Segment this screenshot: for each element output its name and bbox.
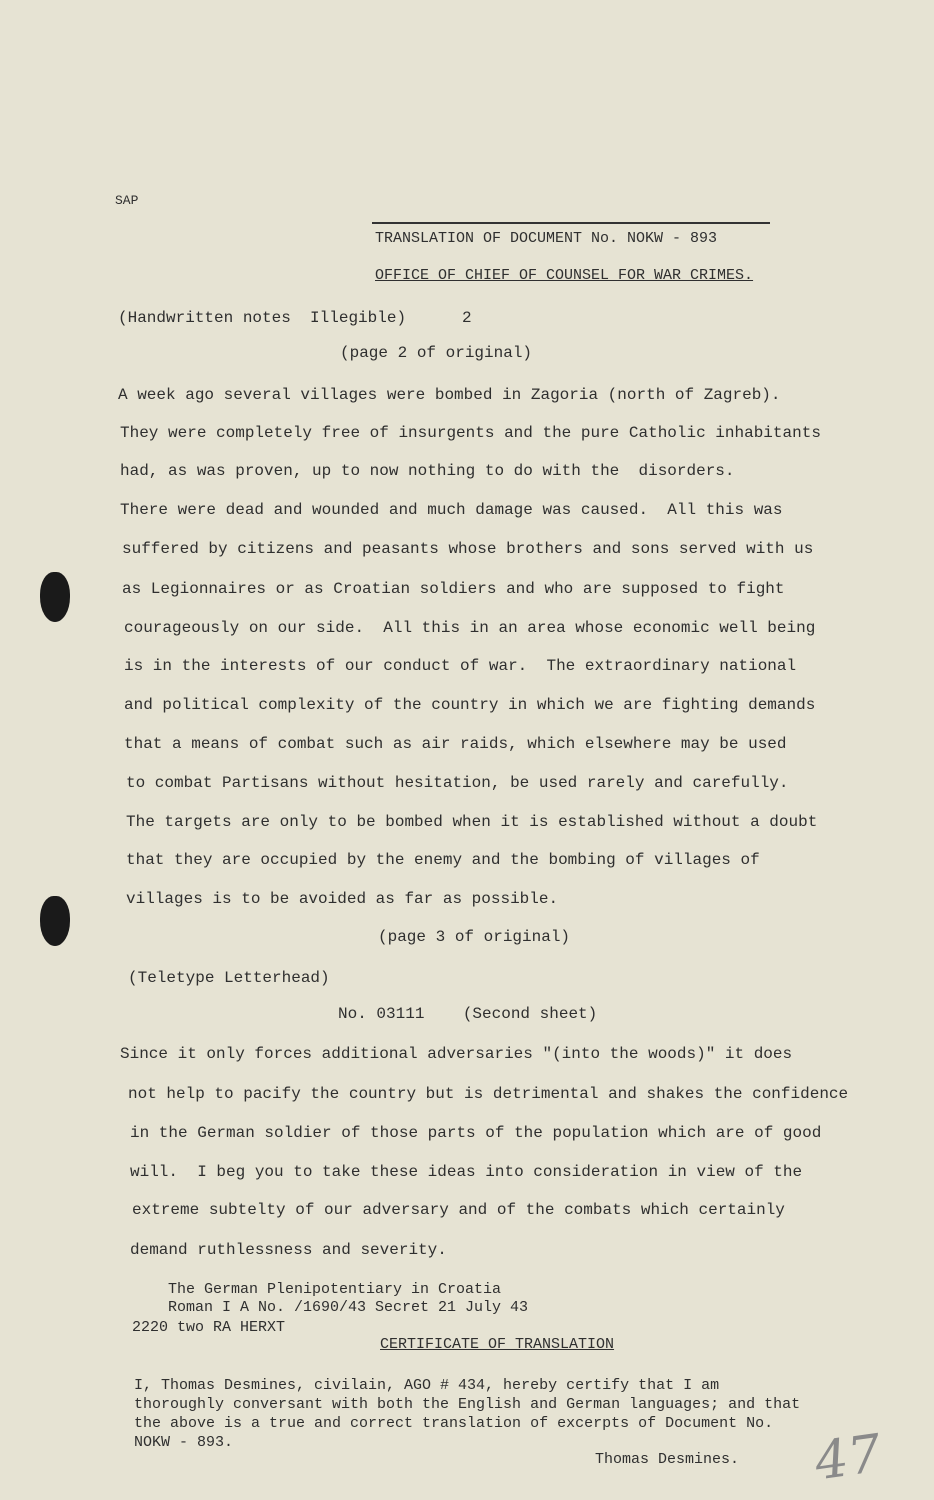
page-number: 2 — [462, 309, 472, 327]
initials: SAP — [115, 193, 139, 208]
translator-signature: Thomas Desmines. — [595, 1451, 740, 1468]
certificate-title: CERTIFICATE OF TRANSLATION — [380, 1336, 615, 1353]
body-line: is in the interests of our conduct of war. The extraordinary national — [124, 657, 797, 675]
punch-hole — [40, 896, 70, 946]
body-line: that a means of combat such as air raids, which elsewhere may be used — [124, 735, 787, 753]
header-rule — [372, 222, 770, 224]
body-line: A week ago several villages were bombed in Zagoria (north of Zagreb). — [118, 386, 781, 404]
signature-line: Roman I A No. /1690/43 Secret 21 July 43 — [168, 1299, 529, 1316]
body-line: as Legionnaires or as Croatian soldiers and who are supposed to fight — [122, 580, 785, 598]
page-marker: (page 2 of original) — [340, 344, 533, 362]
certificate-line: NOKW - 893. — [134, 1434, 234, 1451]
body-line: that they are occupied by the enemy and the bombing of villages of — [126, 851, 760, 869]
body-line: courageously on our side. All this in an area whose economic well being — [124, 619, 816, 637]
body-line: to combat Partisans without hesitation, be used rarely and carefully. — [126, 774, 789, 792]
document-title: TRANSLATION OF DOCUMENT No. NOKW - 893 — [375, 230, 718, 247]
certificate-line: thoroughly conversant with both the English and German languages; and that — [134, 1396, 801, 1413]
body-line: extreme subtelty of our adversary and of the combats which certainly — [132, 1201, 785, 1219]
signature-line: The German Plenipotentiary in Croatia — [168, 1281, 502, 1298]
certificate-line: the above is a true and correct translation of excerpts of Document No. — [134, 1415, 774, 1432]
body-line: will. I beg you to take these ideas into consideration in view of the — [130, 1163, 803, 1181]
body-line: They were completely free of insurgents and the pure Catholic inhabitants — [120, 424, 821, 442]
handwritten-note: (Handwritten notes Illegible) — [118, 309, 407, 327]
page-marker: (page 3 of original) — [378, 928, 571, 946]
body-line: in the German soldier of those parts of the population which are of good — [130, 1124, 822, 1142]
office-heading: OFFICE OF CHIEF OF COUNSEL FOR WAR CRIMES. — [375, 267, 754, 284]
signature-line: 2220 two RA HERXT — [132, 1319, 286, 1336]
body-line: villages is to be avoided as far as possible. — [126, 890, 559, 908]
letterhead-note: (Teletype Letterhead) — [128, 969, 330, 987]
body-line: demand ruthlessness and severity. — [130, 1241, 447, 1259]
body-line: and political complexity of the country in which we are fighting demands — [124, 696, 816, 714]
body-line: Since it only forces additional adversaries "(into the woods)" it does — [120, 1045, 793, 1063]
body-line: suffered by citizens and peasants whose brothers and sons served with us — [122, 540, 814, 558]
handwritten-page-number: 47 — [811, 1423, 886, 1493]
body-line: There were dead and wounded and much damage was caused. All this was — [120, 501, 783, 519]
body-line: The targets are only to be bombed when it is established without a doubt — [126, 813, 818, 831]
sheet-number: No. 03111 (Second sheet) — [338, 1005, 598, 1023]
body-line: not help to pacify the country but is detrimental and shakes the confidence — [128, 1085, 849, 1103]
body-line: had, as was proven, up to now nothing to do with the disorders. — [120, 462, 735, 480]
certificate-line: I, Thomas Desmines, civilain, AGO # 434, hereby certify that I am — [134, 1377, 720, 1394]
punch-hole — [40, 572, 70, 622]
